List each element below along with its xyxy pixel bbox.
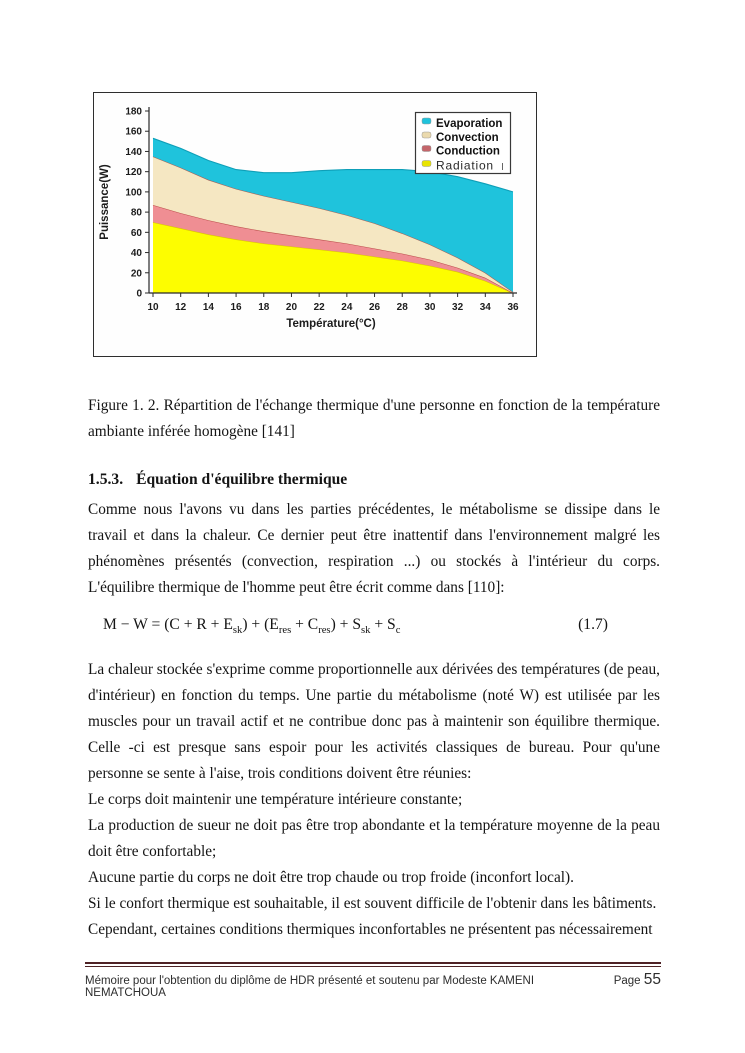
y-tick-label: 160 [125,126,142,138]
x-tick-label: 10 [147,302,159,313]
figure-caption: Figure 1. 2. Répartition de l'échange thermique d'une personne en fonction de la température ambiante inférée homogène [141] [88,397,660,440]
thermal-exchange-chart [94,93,536,356]
paragraph: La production de sueur ne doit pas être trop abondante et la température moyenne de la peau doit être confortable; [88,817,660,861]
y-tick-label: 120 [125,167,142,179]
legend-label-evaporation: Evaporation [436,118,503,130]
figure-image-frame [93,92,537,357]
legend-label-radiation: Radiation [436,158,494,173]
legend-marker-convection [422,132,431,138]
legend-label-convection: Convection [436,132,499,144]
y-tick-label: 140 [125,146,142,158]
section-number: 1.5.3. [88,471,124,488]
paragraph: Comme nous l'avons vu dans les parties précédentes, le métabolisme se dissipe dans le travail et dans la chaleur. Ce dernier peut être inattentif dans l'environnement malgré les phénomènes présentés (convection, respiration ...) ou stockés à l'intérieur du corps. L'équilibre thermique de l'homme peut être écrit comme dans [110]: [88,501,660,596]
y-axis-title: Puissance(W) [99,164,111,240]
chart-legend [416,113,511,174]
legend-label-conduction: Conduction [436,145,500,158]
paragraph: Le corps doit maintenir une température intérieure constante; [88,791,463,809]
equation-1-7 [88,612,660,644]
y-tick-label: 180 [125,106,142,118]
y-tick-label: 60 [130,227,142,239]
footer-page-number: Page 55 [613,971,661,988]
paragraph: Si le confort thermique est souhaitable, il est souvent difficile de l'obtenir dans les bâtiments. [88,895,657,913]
x-axis-title: Température(°C) [286,318,376,330]
page-footer [85,971,661,999]
paragraph: Cependant, certaines conditions thermiques inconfortables ne présentent pas nécessairement [88,921,653,939]
x-tick-label: 16 [230,302,242,313]
x-tick-label: 20 [285,302,298,313]
x-tick-label: 28 [396,302,408,313]
legend-marker-conduction [422,146,431,152]
x-tick-label: 12 [175,302,187,313]
footer-rule [85,962,661,967]
equation-number: (1.7) [578,616,608,633]
stacked-area-chart [94,93,536,356]
y-tick-label: 0 [136,288,142,300]
y-tick-label: 20 [130,268,142,280]
paragraph: Aucune partie du corps ne doit être trop chaude ou trop froide (inconfort local). [88,869,574,887]
x-tick-label: 32 [452,302,464,313]
x-tick-label: 22 [313,302,325,313]
y-tick-label: 80 [130,207,142,219]
equation-content: $M - W = (C + R + E_{sk}) + (E_{res} + C_{res}) + S_{sk} + S_c$ [103,616,401,637]
x-tick-label: 34 [479,302,491,313]
legend-marker-radiation [422,161,431,167]
paragraph: La chaleur stockée s'exprime comme proportionnelle aux dérivées des températures (de peau, d'intérieur) en fonction du temps. Une partie du métabolisme (noté W) est utilisée par les muscles pour un travail actif et ne contribue donc pas à maintenir son équilibre thermique. Celle -ci est presque sans espoir pour les activités classiques de bureau. Pour qu'une personne se sente à l'aise, trois conditions doivent être réunies: [88,661,660,783]
x-tick-label: 14 [202,302,214,313]
section-title: Équation d'équilibre thermique [136,471,348,488]
legend-marker-evaporation [422,118,431,124]
body-text [88,497,660,943]
x-tick-label: 24 [341,302,353,313]
x-tick-label: 26 [368,302,381,313]
x-tick-label: 30 [424,302,436,313]
y-tick-label: 40 [130,248,142,260]
footer-left-text: Mémoire pour l'obtention du diplôme de HDR présenté et soutenu par Modeste KAMENI NEMATCHOUA [85,975,535,999]
x-tick-label: 36 [507,302,519,313]
x-tick-label: 18 [258,302,270,313]
section-heading [88,471,660,489]
y-tick-label: 100 [125,187,142,199]
